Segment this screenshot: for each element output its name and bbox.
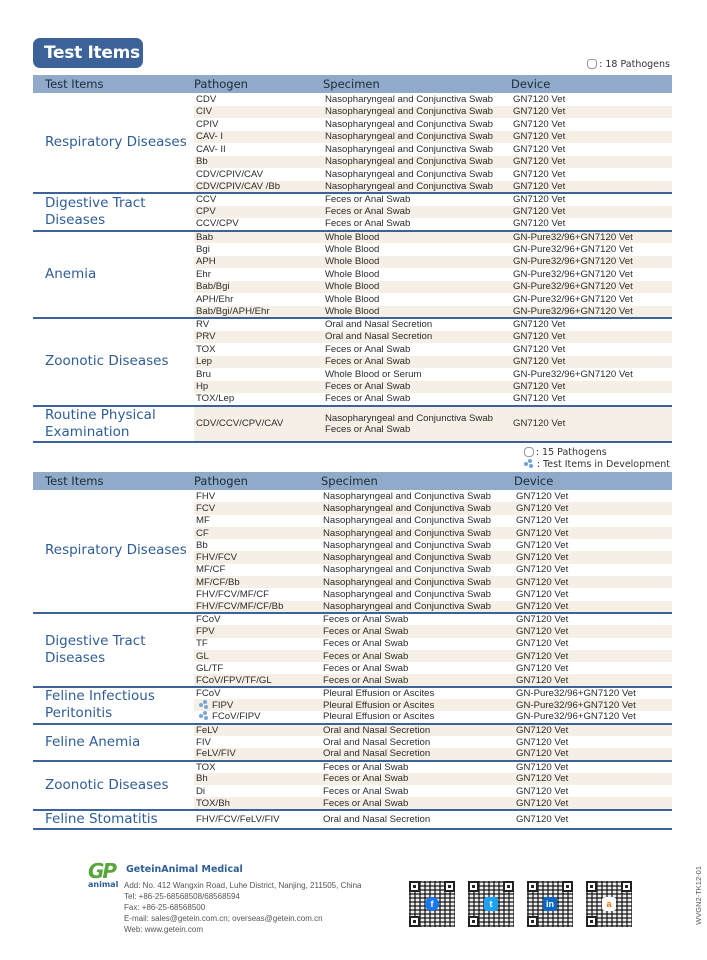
pathogen-cell: MF/CF/Bb <box>194 576 321 588</box>
specimen-cell: Pleural Effusion or Ascites <box>321 699 514 711</box>
twitter-icon: t <box>484 897 498 911</box>
specimen-cell: Nasopharyngeal and Conjunctiva Swab <box>323 564 491 576</box>
category-label: Feline Anemia <box>33 724 194 761</box>
dog-test-table <box>33 75 672 443</box>
table-row <box>33 406 672 442</box>
pathogen-cell: FeLV/FIV <box>194 748 321 760</box>
specimen-cell: Nasopharyngeal and Conjunctiva Swab <box>325 93 493 105</box>
table-row <box>33 687 672 699</box>
specimen-cell: Whole Blood <box>323 256 511 269</box>
pathogen-cell: TOX/Bh <box>194 797 321 809</box>
device-cell: GN7120 Vet <box>513 118 566 130</box>
device-cell: GN7120 Vet <box>516 539 569 551</box>
pathogen-cell: PRV <box>194 331 323 344</box>
category-label: Respiratory Diseases <box>33 93 194 193</box>
header-test-items: Test Items <box>33 75 194 93</box>
device-cell: GN7120 Vet <box>514 625 672 637</box>
specimen-cell: Nasopharyngeal and Conjunctiva Swab <box>321 527 514 539</box>
specimen-cell: Feces or Anal Swab <box>323 393 511 406</box>
linkedin-icon: in <box>543 897 557 911</box>
website[interactable]: Web: www.getein.com <box>124 925 203 934</box>
specimen-cell: Whole Blood <box>325 243 380 255</box>
specimen-cell: Feces or Anal Swab <box>321 773 514 785</box>
table-row <box>33 810 672 829</box>
qr-code-facebook[interactable] <box>409 881 455 927</box>
development-icon <box>199 711 209 720</box>
category-label: Anemia <box>33 231 194 319</box>
pathogen-cell: APH <box>194 256 323 269</box>
device-cell: GN-Pure32/96+GN7120 Vet <box>511 306 672 319</box>
device-cell: GN7120 Vet <box>513 168 566 180</box>
pathogen-cell: TOX/Lep <box>194 393 323 406</box>
device-cell: GN7120 Vet <box>513 319 566 331</box>
pathogen-cell: Bab/Bgi/APH/Ehr <box>194 306 323 319</box>
specimen-cell: Feces or Anal Swab <box>323 662 409 674</box>
device-cell: GN-Pure32/96+GN7120 Vet <box>511 231 672 244</box>
header-device: Device <box>511 75 672 93</box>
company-logo: GP animal <box>88 859 119 889</box>
table-row <box>33 193 672 206</box>
pathogen-cell: CCV <box>196 194 217 206</box>
development-icon <box>524 459 535 469</box>
qr-code-alibaba[interactable] <box>586 881 632 927</box>
pathogen-cell: MF/CF <box>196 564 226 576</box>
pathogen-cell: GL <box>194 650 321 662</box>
device-cell: GN-Pure32/96+GN7120 Vet <box>511 281 672 294</box>
device-cell: GN7120 Vet <box>514 551 672 563</box>
specimen-cell: Feces or Anal Swab <box>325 343 411 355</box>
pathogen-cell: Di <box>196 785 206 797</box>
pathogen-cell: FHV/FCV/MF/CF/Bb <box>194 601 321 613</box>
category-label: Feline Infectious Peritonitis <box>33 687 194 724</box>
device-cell: GN7120 Vet <box>514 773 672 785</box>
page-title: Test Items <box>33 38 143 68</box>
brand-name: GeteinAnimal Medical <box>126 864 243 875</box>
document-code: WVGN2-TK12-01 <box>694 866 703 925</box>
device-cell: GN7120 Vet <box>516 515 569 527</box>
device-cell: GN7120 Vet <box>514 797 672 809</box>
pathogen-cell: RV <box>196 319 210 331</box>
specimen-cell: Whole Blood <box>325 268 380 280</box>
pathogen-cell: CIV <box>194 106 323 119</box>
specimen-cell: Nasopharyngeal and Conjunctiva Swab <box>323 131 511 144</box>
category-label: Digestive Tract Diseases <box>33 193 194 231</box>
pathogen-cell: Lep <box>194 356 323 369</box>
specimen-cell: Pleural Effusion or Ascites <box>323 687 435 699</box>
pathogen-cell: FCoV/FIPV <box>194 711 321 723</box>
table-row <box>33 613 672 625</box>
device-cell: GN7120 Vet <box>514 650 672 662</box>
pathogen-cell: Bab/Bgi <box>194 281 323 294</box>
specimen-cell: Whole Blood or Serum <box>325 368 422 380</box>
specimen-cell: Feces or Anal Swab <box>321 674 514 686</box>
pathogen-cell: FHV/FCV/MF/CF <box>196 589 270 601</box>
fax: Fax: +86-25-68568500 <box>124 903 206 912</box>
specimen-cell: Whole Blood <box>323 306 511 319</box>
qr-code-linkedin[interactable] <box>527 881 573 927</box>
specimen-cell: Feces or Anal Swab <box>323 218 511 231</box>
pathogen-cell: FCoV <box>196 614 221 626</box>
device-cell: GN-Pure32/96+GN7120 Vet <box>514 711 672 723</box>
dog-icon <box>587 59 597 69</box>
pathogen-cell: CPV <box>194 206 323 219</box>
device-cell: GN7120 Vet <box>516 761 569 773</box>
pathogen-cell: Ehr <box>196 268 211 280</box>
device-cell: GN-Pure32/96+GN7120 Vet <box>513 368 633 380</box>
device-cell: GN-Pure32/96+GN7120 Vet <box>514 699 672 711</box>
pathogen-cell: Bb <box>194 156 323 169</box>
category-label: Feline Stomatitis <box>33 810 194 829</box>
legend-text: : 15 Pathogens <box>535 446 607 458</box>
specimen-cell: Oral and Nasal Secretion <box>325 319 433 331</box>
device-cell: GN7120 Vet <box>511 331 672 344</box>
device-cell: GN7120 Vet <box>516 638 569 650</box>
legend-text: : 18 Pathogens <box>599 58 670 70</box>
header-test-items: Test Items <box>33 472 194 490</box>
email[interactable]: E-mail: sales@getein.com.cn; overseas@getein.com.cn <box>124 914 323 923</box>
pathogen-cell: CDV/CPIV/CAV /Bb <box>194 181 323 194</box>
specimen-cell: Oral and Nasal Secretion <box>321 810 514 829</box>
qr-code-list <box>409 881 632 927</box>
table-row <box>33 761 672 773</box>
device-cell: GN7120 Vet <box>516 614 569 626</box>
header-device: Device <box>514 472 672 490</box>
device-cell: GN7120 Vet <box>511 106 672 119</box>
specimen-cell: Nasopharyngeal and Conjunctiva Swab <box>323 181 511 194</box>
category-label: Digestive Tract Diseases <box>33 613 194 687</box>
pathogen-cell: FPV <box>194 625 321 637</box>
device-cell: GN-Pure32/96+GN7120 Vet <box>511 256 672 269</box>
device-cell: GN-Pure32/96+GN7120 Vet <box>516 687 636 699</box>
pathogen-cell: FHV/FCV <box>194 551 321 563</box>
specimen-cell: Nasopharyngeal and Conjunctiva Swab <box>325 168 493 180</box>
pathogen-cell: Hp <box>194 381 323 394</box>
specimen-cell: Feces or Anal Swab <box>323 638 409 650</box>
specimen-cell: Nasopharyngeal and Conjunctiva Swab Feces or Anal Swab <box>323 406 511 442</box>
development-icon <box>199 700 209 709</box>
device-cell: GN7120 Vet <box>516 490 569 502</box>
pathogen-cell: TOX <box>196 761 216 773</box>
device-cell: GN7120 Vet <box>511 156 672 169</box>
pathogen-cell: CDV <box>196 93 217 105</box>
device-cell: GN7120 Vet <box>511 131 672 144</box>
specimen-cell: Nasopharyngeal and Conjunctiva Swab <box>323 539 491 551</box>
specimen-cell: Nasopharyngeal and Conjunctiva Swab <box>323 589 491 601</box>
alibaba-icon: a <box>602 897 616 911</box>
device-cell: GN7120 Vet <box>516 589 569 601</box>
specimen-cell: Whole Blood <box>325 293 380 305</box>
device-cell: GN7120 Vet <box>511 393 672 406</box>
pathogen-cell: CPIV <box>196 118 219 130</box>
footer <box>88 859 688 942</box>
device-cell: GN7120 Vet <box>514 527 672 539</box>
pathogen-cell: FHV/FCV/FeLV/FIV <box>194 810 321 829</box>
pathogen-cell: CDV/CCV/CPV/CAV <box>194 406 323 442</box>
device-cell: GN7120 Vet <box>514 502 672 514</box>
table-row <box>33 231 672 244</box>
pathogen-cell: Bb <box>196 539 208 551</box>
device-cell: GN7120 Vet <box>514 748 672 760</box>
pathogen-cell: CDV/CPIV/CAV <box>196 168 263 180</box>
specimen-cell: Feces or Anal Swab <box>325 194 411 206</box>
specimen-cell: Whole Blood <box>323 231 511 244</box>
device-cell: GN7120 Vet <box>513 93 566 105</box>
qr-code-twitter[interactable] <box>468 881 514 927</box>
device-cell: GN-Pure32/96+GN7120 Vet <box>513 243 633 255</box>
pathogen-cell: FCoV <box>196 687 221 699</box>
specimen-cell: Feces or Anal Swab <box>323 206 511 219</box>
device-cell: GN7120 Vet <box>514 674 672 686</box>
specimen-cell: Oral and Nasal Secretion <box>321 724 514 736</box>
device-cell: GN7120 Vet <box>513 343 566 355</box>
device-cell: GN7120 Vet <box>511 381 672 394</box>
device-cell: GN7120 Vet <box>516 736 569 748</box>
device-cell: GN7120 Vet <box>516 662 569 674</box>
specimen-cell: Feces or Anal Swab <box>321 650 514 662</box>
pathogen-cell: MF <box>196 515 210 527</box>
specimen-cell: Nasopharyngeal and Conjunctiva Swab <box>325 143 493 155</box>
cat-test-table <box>33 472 672 830</box>
device-cell: GN7120 Vet <box>513 143 566 155</box>
address: Add: No. 412 Wangxin Road, Luhe District, Nanjing, 211505, China <box>124 881 362 890</box>
pathogen-cell: TF <box>196 638 208 650</box>
pathogen-cell: APH/Ehr <box>196 293 234 305</box>
specimen-cell: Nasopharyngeal and Conjunctiva Swab <box>321 601 514 613</box>
specimen-cell: Feces or Anal Swab <box>321 625 514 637</box>
pathogen-cell: CF <box>194 527 321 539</box>
specimen-cell: Nasopharyngeal and Conjunctiva Swab <box>321 576 514 588</box>
table-row <box>33 318 672 331</box>
specimen-cell: Feces or Anal Swab <box>321 797 514 809</box>
specimen-cell: Feces or Anal Swab <box>323 381 511 394</box>
pathogen-cell: TOX <box>196 343 216 355</box>
header-pathogen: Pathogen <box>194 75 323 93</box>
specimen-cell: Pleural Effusion or Ascites <box>321 711 514 723</box>
device-cell: GN7120 Vet <box>511 356 672 369</box>
device-cell: GN-Pure32/96+GN7120 Vet <box>513 268 633 280</box>
header-specimen: Specimen <box>323 75 511 93</box>
specimen-cell: Nasopharyngeal and Conjunctiva Swab <box>323 515 491 527</box>
specimen-cell: Oral and Nasal Secretion <box>321 748 514 760</box>
device-cell: GN7120 Vet <box>514 576 672 588</box>
cat-icon <box>524 447 534 457</box>
table-row <box>33 93 672 106</box>
contact-info <box>124 880 361 935</box>
specimen-cell: Feces or Anal Swab <box>323 785 409 797</box>
specimen-cell: Nasopharyngeal and Conjunctiva Swab <box>323 156 511 169</box>
device-cell: GN7120 Vet <box>514 601 672 613</box>
specimen-cell: Feces or Anal Swab <box>323 614 409 626</box>
specimen-cell: Nasopharyngeal and Conjunctiva Swab <box>323 490 491 502</box>
category-label: Respiratory Diseases <box>33 490 194 613</box>
pathogen-cell: Bab <box>194 231 323 244</box>
header-pathogen: Pathogen <box>194 472 321 490</box>
pathogen-cell: CAV- II <box>196 143 226 155</box>
specimen-cell: Feces or Anal Swab <box>323 356 511 369</box>
pathogen-cell: FeLV <box>194 724 321 736</box>
category-label: Routine Physical Examination <box>33 406 194 442</box>
specimen-cell: Nasopharyngeal and Conjunctiva Swab <box>323 106 511 119</box>
device-cell: GN7120 Vet <box>511 181 672 194</box>
device-cell: GN7120 Vet <box>511 206 672 219</box>
specimen-cell: Whole Blood <box>323 281 511 294</box>
dog-legend <box>587 58 670 70</box>
table-row <box>33 490 672 502</box>
cat-legend <box>524 446 670 470</box>
category-label: Zoonotic Diseases <box>33 761 194 810</box>
device-cell: GN7120 Vet <box>511 406 672 442</box>
device-cell: GN7120 Vet <box>513 194 566 206</box>
pathogen-cell: Bgi <box>196 243 210 255</box>
specimen-cell: Oral and Nasal Secretion <box>323 331 511 344</box>
pathogen-cell: CAV- I <box>194 131 323 144</box>
specimen-cell: Oral and Nasal Secretion <box>323 736 431 748</box>
device-cell: GN7120 Vet <box>511 218 672 231</box>
specimen-cell: Nasopharyngeal and Conjunctiva Swab <box>325 118 493 130</box>
telephone: Tel: +86-25-68568508/68568594 <box>124 892 240 901</box>
table-row <box>33 724 672 736</box>
pathogen-cell: CCV/CPV <box>194 218 323 231</box>
device-cell: GN7120 Vet <box>516 785 569 797</box>
device-cell: GN7120 Vet <box>514 810 672 829</box>
device-cell: GN-Pure32/96+GN7120 Vet <box>513 293 633 305</box>
pathogen-cell: FCoV/FPV/TF/GL <box>194 674 321 686</box>
pathogen-cell: FHV <box>196 490 216 502</box>
category-label: Zoonotic Diseases <box>33 318 194 406</box>
pathogen-cell: FIV <box>196 736 211 748</box>
pathogen-cell: FCV <box>194 502 321 514</box>
specimen-cell: Feces or Anal Swab <box>323 761 409 773</box>
specimen-cell: Nasopharyngeal and Conjunctiva Swab <box>321 502 514 514</box>
device-cell: GN7120 Vet <box>516 564 569 576</box>
device-cell: GN7120 Vet <box>514 724 672 736</box>
pathogen-cell: GL/TF <box>196 662 224 674</box>
header-specimen: Specimen <box>321 472 514 490</box>
pathogen-cell: Bh <box>194 773 321 785</box>
specimen-cell: Nasopharyngeal and Conjunctiva Swab <box>321 551 514 563</box>
legend-text: : Test Items in Development <box>536 458 670 470</box>
pathogen-cell: Bru <box>196 368 211 380</box>
pathogen-cell: FIPV <box>194 699 321 711</box>
facebook-icon: f <box>425 897 439 911</box>
